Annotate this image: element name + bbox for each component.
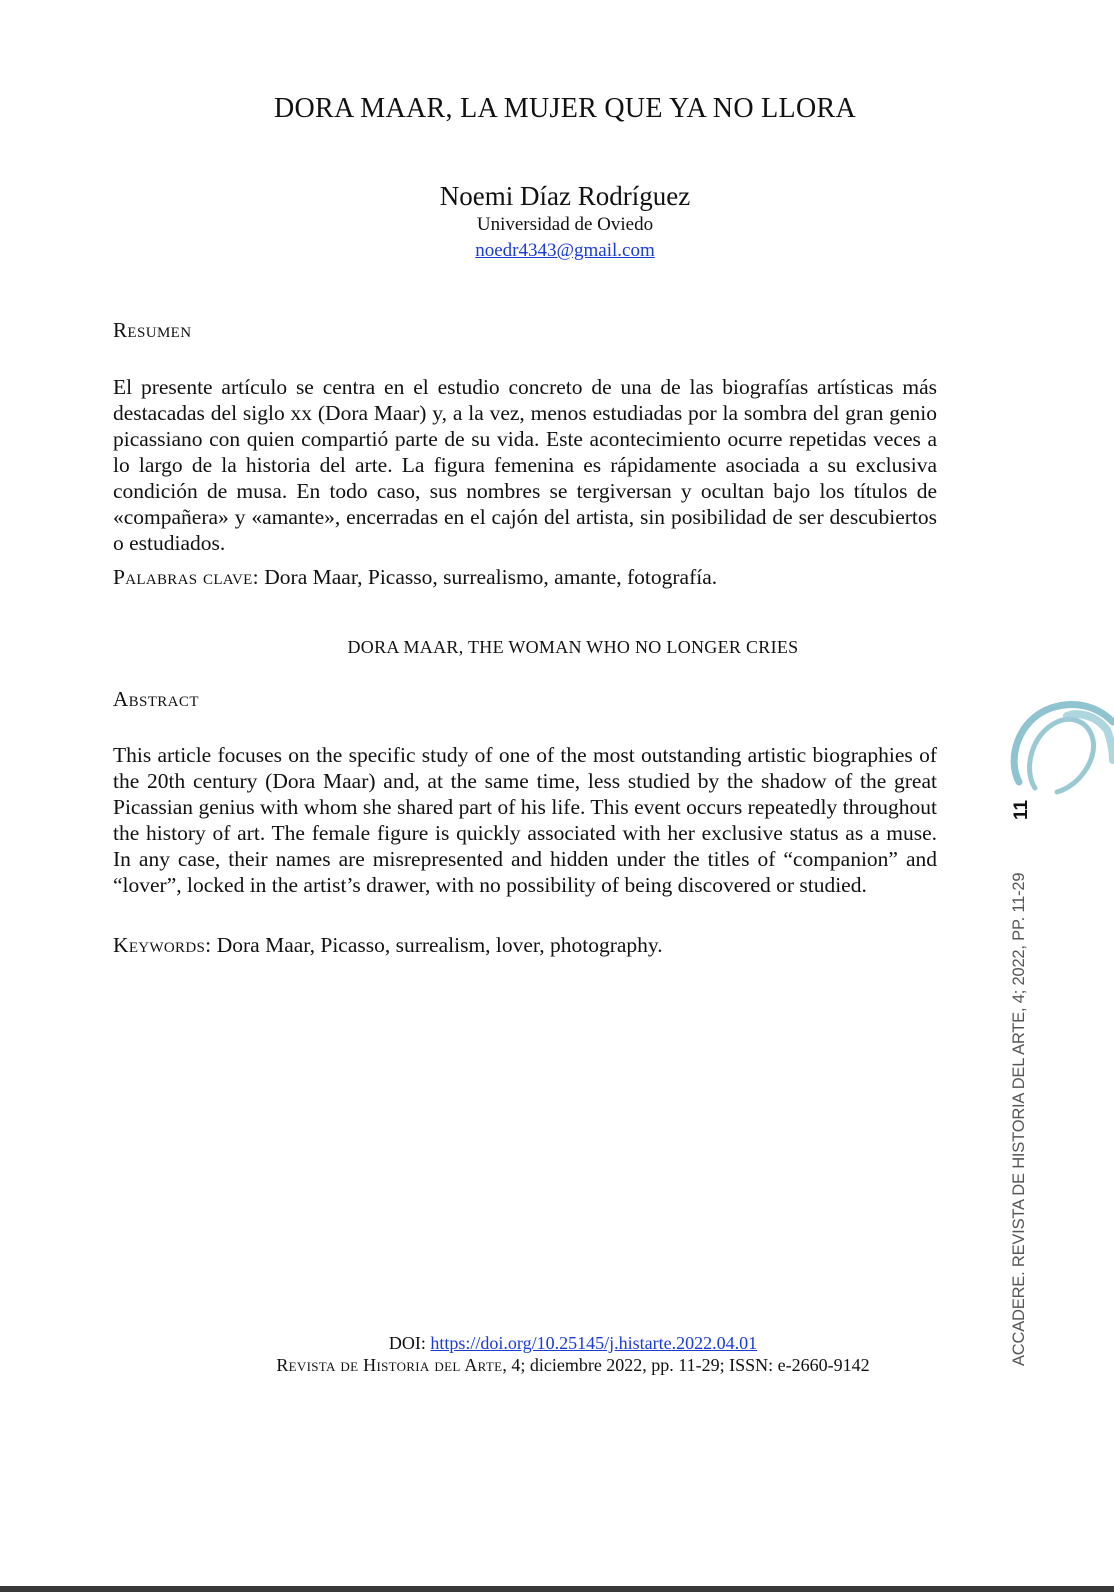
journal-details: , 4; diciembre 2022, pp. 11-29; ISSN: e-2660-9142 [502, 1355, 870, 1375]
running-head: ACCADERE. REVISTA DE HISTORIA DEL ARTE, 4; 2022, PP. 11-29 [1010, 872, 1028, 1366]
page-number: 11 [1011, 799, 1032, 820]
doi-label: DOI: [388, 1333, 426, 1353]
resumen-keywords-label: Palabras clave: [113, 565, 259, 589]
resumen-keywords-list: Dora Maar, Picasso, surrealismo, amante, fotografía. [264, 565, 718, 589]
decorative-swirl-icon [1005, 700, 1114, 800]
resumen-text: El presente artículo se centra en el estudio concreto de una de las biografías artísticas más destacadas del siglo xx (Dora Maar) y, a la vez, menos estudiadas por la sombra del gran genio picassiano con quien compartió parte de su vida. Este acontecimiento ocurre repetidas veces a lo largo de la historia del arte. La figura femenina es rápidamente asociada a su exclusiva condición de musa. En todo caso, sus nombres se tergiversan y ocultan bajo los títulos de «compañera» y «amante», encerradas en el cajón del artista, sin posibilidad de ser descubiertos o estudiados. [113, 375, 937, 555]
bottom-edge-bar [0, 1586, 1114, 1592]
resumen-heading: Resumen [113, 318, 192, 342]
doi-line [32, 1332, 1114, 1354]
journal-line [32, 1354, 1114, 1376]
doi-link[interactable]: https://doi.org/10.25145/j.histarte.2022.04.01 [430, 1333, 758, 1353]
author-affiliation: Universidad de Oviedo [476, 214, 654, 235]
author-email-link[interactable]: noedr4343@gmail.com [475, 240, 655, 261]
abstract-keywords-list: Dora Maar, Picasso, surrealism, lover, photography. [216, 933, 663, 957]
resumen-keywords [113, 564, 937, 590]
abstract-keywords [113, 932, 937, 958]
english-title: DORA MAAR, THE WOMAN WHO NO LONGER CRIES [347, 637, 799, 657]
abstract-keywords-label: Keywords: [113, 933, 212, 957]
journal-name: Revista de Historia del Arte [276, 1355, 503, 1375]
abstract-heading: Abstract [113, 687, 199, 711]
author-block [16, 180, 1114, 264]
author-name: Noemi Díaz Rodríguez [439, 181, 691, 211]
article-title: DORA MAAR, LA MUJER QUE YA NO LLORA [274, 93, 856, 124]
swirl-stroke-inner [1030, 719, 1094, 792]
footer-citation [32, 1332, 1114, 1376]
abstract-text: This article focuses on the specific study of one of the most outstanding artistic biographies of the 20th century (Dora Maar) and, at the same time, less studied by the shadow of the great Picassian genius with whom she shared part of his life. This event occurs repeatedly throughout the history of art. The female figure is quickly associated with her exclusive status as a muse. In any case, their names are misrepresented and hidden under the titles of “companion” and “lover”, locked in the artist’s drawer, with no possibility of being discovered or studied. [113, 743, 937, 897]
